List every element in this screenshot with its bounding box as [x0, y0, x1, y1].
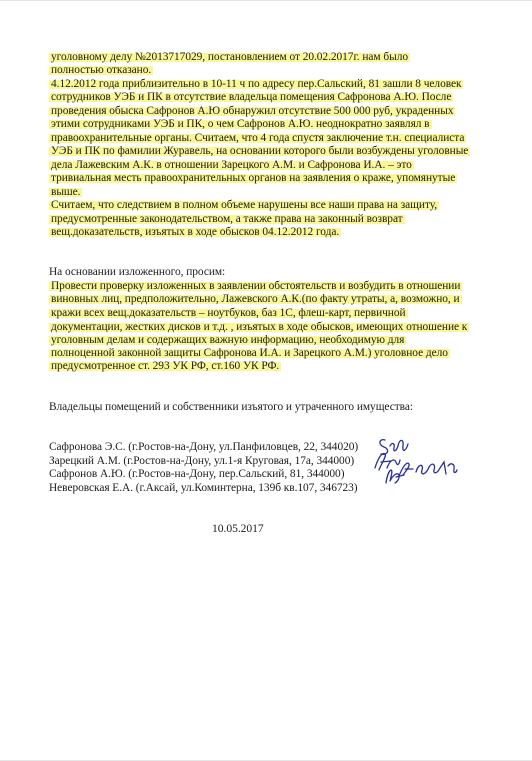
text-line: [49, 64, 153, 77]
text-line: [49, 321, 469, 334]
highlighted-text: полноценной законной защиты Сафронова И.А. и Зарецкого А.М.) уголовное дело: [51, 347, 448, 359]
highlighted-text: предусмотренные законодательством, а также права на законный возврат: [51, 213, 403, 225]
text-line: [49, 159, 414, 172]
highlighted-text: виновных лиц, предположительно, Лажевского А.К.(по факту утраты, а, возможно, и: [51, 293, 460, 305]
scan-top-edge: [0, 0, 532, 1]
owner-line: Зарецкий А.М. (г.Ростов-на-Дону, ул.1-я Круговая, 17а, 344000): [49, 455, 355, 467]
text-line: [49, 51, 410, 64]
highlighted-text: этими сотрудниками УЭБ и ПК, о чем Сафронов А.Ю. неоднократно заявлял в: [51, 118, 430, 130]
highlighted-text: тривиальная месть правоохранительных органов на заявления о краже, упомянутые: [51, 172, 456, 184]
text-line: [49, 307, 408, 320]
owner-line: Сафронова Э.С. (г.Ростов-на-Дону, ул.Панфиловцев, 22, 344020): [49, 441, 359, 453]
owner-line: Сафронов А.Ю. (г.Ростов-на-Дону, пер.Сальский, 81, 344000): [49, 468, 345, 480]
highlighted-text: вещ.доказательств, изъятых в ходе обысков 04.12.2012 года.: [51, 226, 340, 238]
highlighted-text: правоохранительные органы. Считаем, что 4 года спустя заключение т.н. специалиста: [51, 132, 465, 144]
highlighted-text: уголовному делу №2013717029, постановлением от 20.02.2017г. нам было: [51, 51, 409, 63]
text-line: [49, 118, 432, 131]
text-line: [49, 186, 82, 199]
text-line: [49, 347, 450, 360]
highlighted-text: Считаем, что следствием в полном объеме нарушены все наши права на защиту,: [51, 199, 438, 211]
text-line: [49, 213, 405, 226]
highlighted-text: Провести проверку изложенных в заявлении обстоятельств и возбудить в отношении: [51, 280, 461, 292]
highlighted-text: предусмотренное ст. 293 УК РФ, ст.160 УК РФ.: [51, 360, 280, 372]
owner-line: Неверовская Е.А. (г.Аксай, ул.Коминтерна, 139б кв.107, 346723): [49, 482, 358, 494]
highlighted-text: полностью отказано.: [51, 64, 152, 76]
text-line: [49, 199, 439, 212]
highlighted-text: дела Лажевским А.К. в отношении Зарецкого А.М. и Сафронова И.А. – это: [51, 159, 412, 171]
highlighted-text: документации, жестких дисков и т.д. , изъятых в ходе обысков, имеющих отношение к: [51, 321, 468, 333]
highlighted-text: уголовным делам и содержащих важную информацию, необходимую для: [51, 334, 405, 346]
highlighted-text: кражи всех вещ.доказательств – ноутбуков, баз 1С, флеш-карт, первичной: [51, 307, 406, 319]
text-line: [49, 334, 406, 347]
text-line: [49, 91, 453, 104]
text-line: [49, 226, 341, 239]
highlighted-text: УЭБ и ПК по фамилии Журавель, на основании которого были возбуждены уголовные: [51, 145, 469, 157]
highlighted-text: сотрудников УЭБ и ПК в отсутствие владельца помещения Сафронова А.Ю. После: [51, 91, 452, 103]
text-line: [49, 145, 470, 158]
highlighted-text: выше.: [51, 186, 81, 198]
text-line: [49, 172, 457, 185]
text-line: [49, 293, 462, 306]
text-line: [49, 78, 463, 91]
text-line: [49, 360, 281, 373]
text-line: [49, 280, 462, 293]
highlighted-text: 4.12.2012 года приблизительно в 10-11 ч по адресу пер.Сальский, 81 зашли 8 человек: [51, 78, 462, 90]
text-line: [49, 105, 455, 118]
highlighted-text: проведения обыска Сафронов А.Ю обнаружил отсутствие 500 000 руб, украденных: [51, 105, 454, 117]
request-heading: На основании изложенного, просим:: [49, 266, 226, 278]
owners-heading: Владельцы помещений и собственники изъятого и утраченного имущества:: [49, 401, 413, 413]
document-date: 10.05.2017: [212, 522, 264, 535]
signature-neverovskaya: [382, 466, 406, 486]
text-line: [49, 132, 466, 145]
